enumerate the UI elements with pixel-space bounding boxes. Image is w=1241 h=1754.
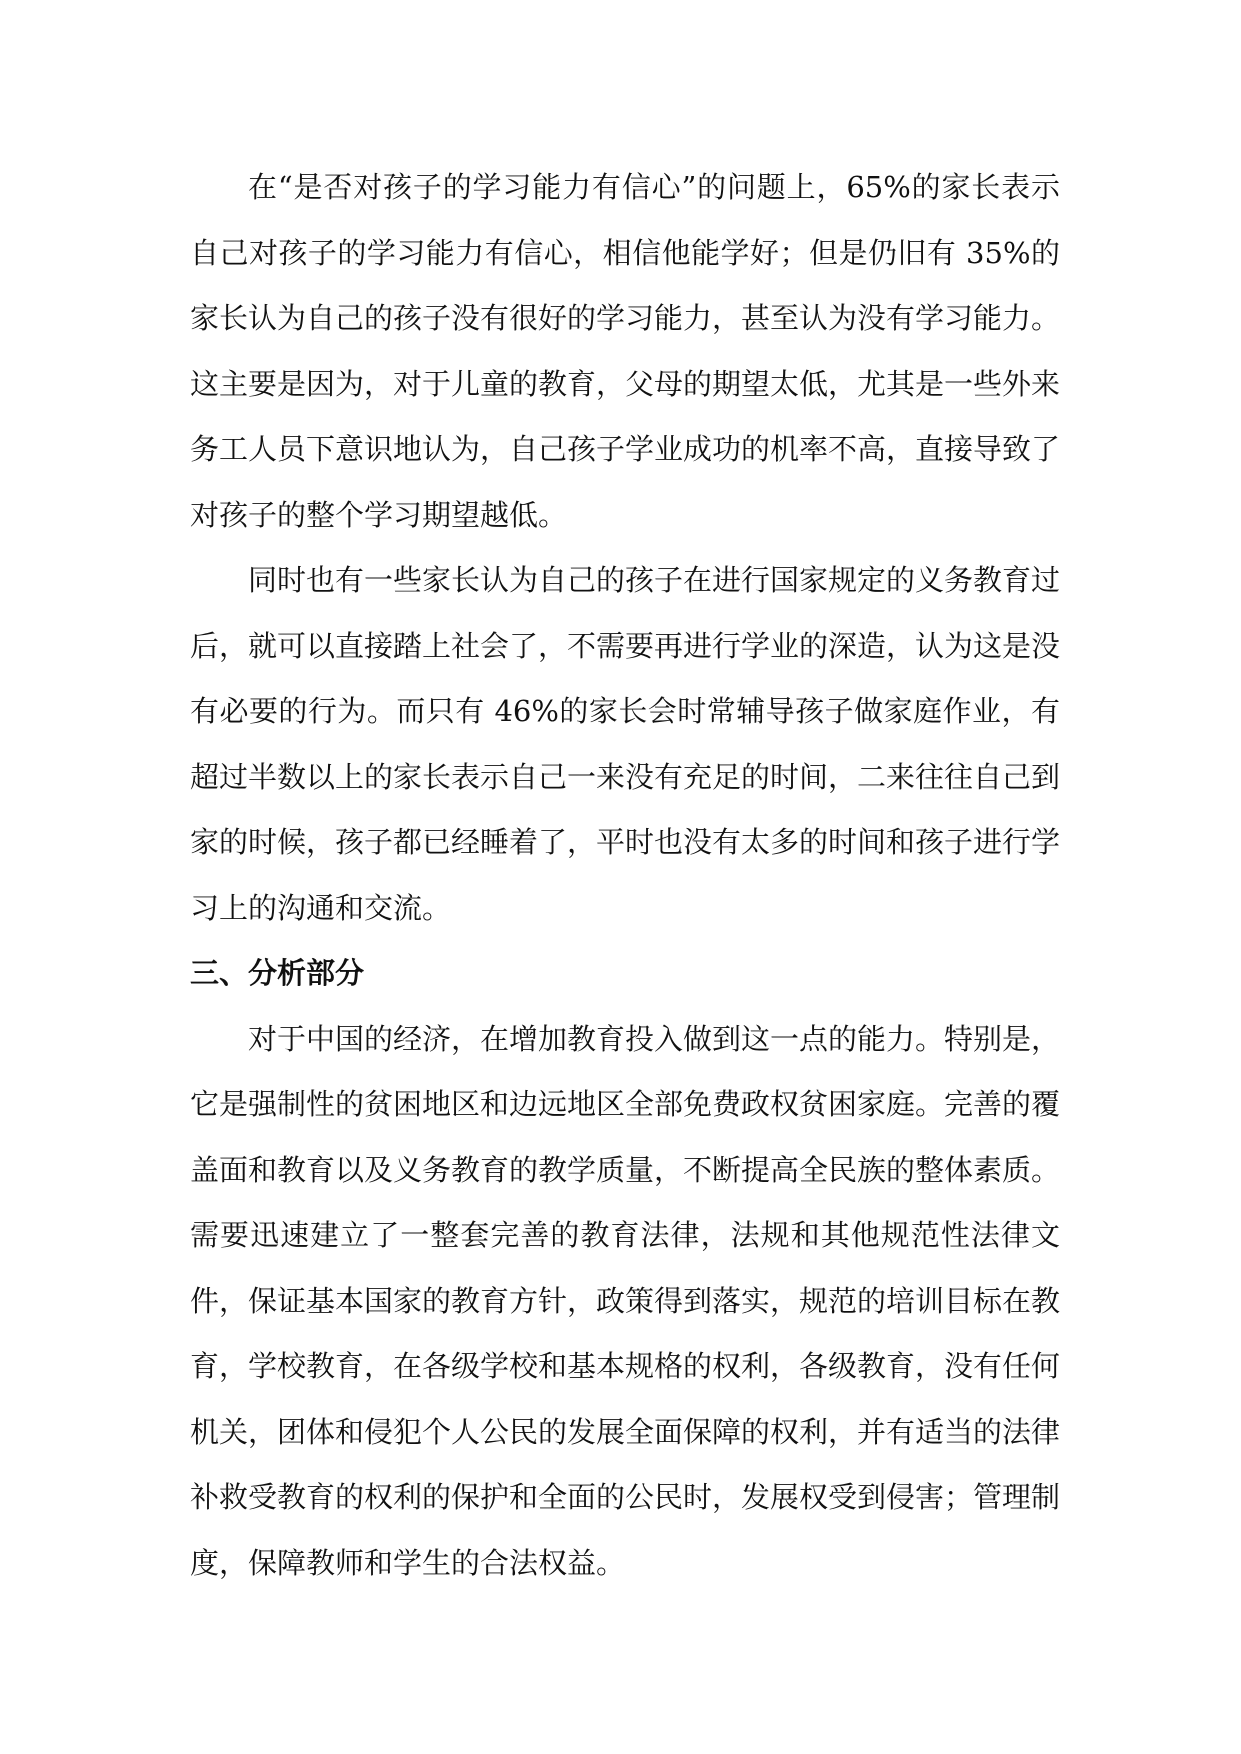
document-body bbox=[190, 155, 1060, 1596]
paragraph-confidence-survey: 在“是否对孩子的学习能力有信心”的问题上，65%的家长表示自己对孩子的学习能力有信心，相信他能学好；但是仍旧有 35%的家长认为自己的孩子没有很好的学习能力，甚至认为没有学习能力。这主要是因为，对于儿童的教育，父母的期望太低，尤其是一些外来务工人员下意识地认为，自己孩子学业成功的机率不高，直接导致了对孩子的整个学习期望越低。 bbox=[190, 170, 1061, 532]
paragraph-compulsory-education: 同时也有一些家长认为自己的孩子在进行国家规定的义务教育过后，就可以直接踏上社会了，不需要再进行学业的深造，认为这是没有必要的行为。而只有 46%的家长会时常辅导孩子做家庭作业，有超过半数以上的家长表示自己一来没有充足的时间，二来往往自己到家的时候，孩子都已经睡着了，平时也没有太多的时间和孩子进行学习上的沟通和交流。 bbox=[190, 563, 1061, 925]
paragraph-analysis: 对于中国的经济，在增加教育投入做到这一点的能力。特别是，它是强制性的贫困地区和边远地区全部免费政权贫困家庭。完善的覆盖面和教育以及义务教育的教学质量，不断提高全民族的整体素质。需要迅速建立了一整套完善的教育法律，法规和其他规范性法律文件，保证基本国家的教育方针，政策得到落实，规范的培训目标在教育，学校教育，在各级学校和基本规格的权利，各级教育，没有任何机关，团体和侵犯个人公民的发展全面保障的权利，并有适当的法律补救受教育的权利的保护和全面的公民时，发展权受到侵害；管理制度，保障教师和学生的合法权益。 bbox=[190, 1021, 1061, 1580]
section-heading: 三、分析部分 bbox=[190, 956, 365, 990]
